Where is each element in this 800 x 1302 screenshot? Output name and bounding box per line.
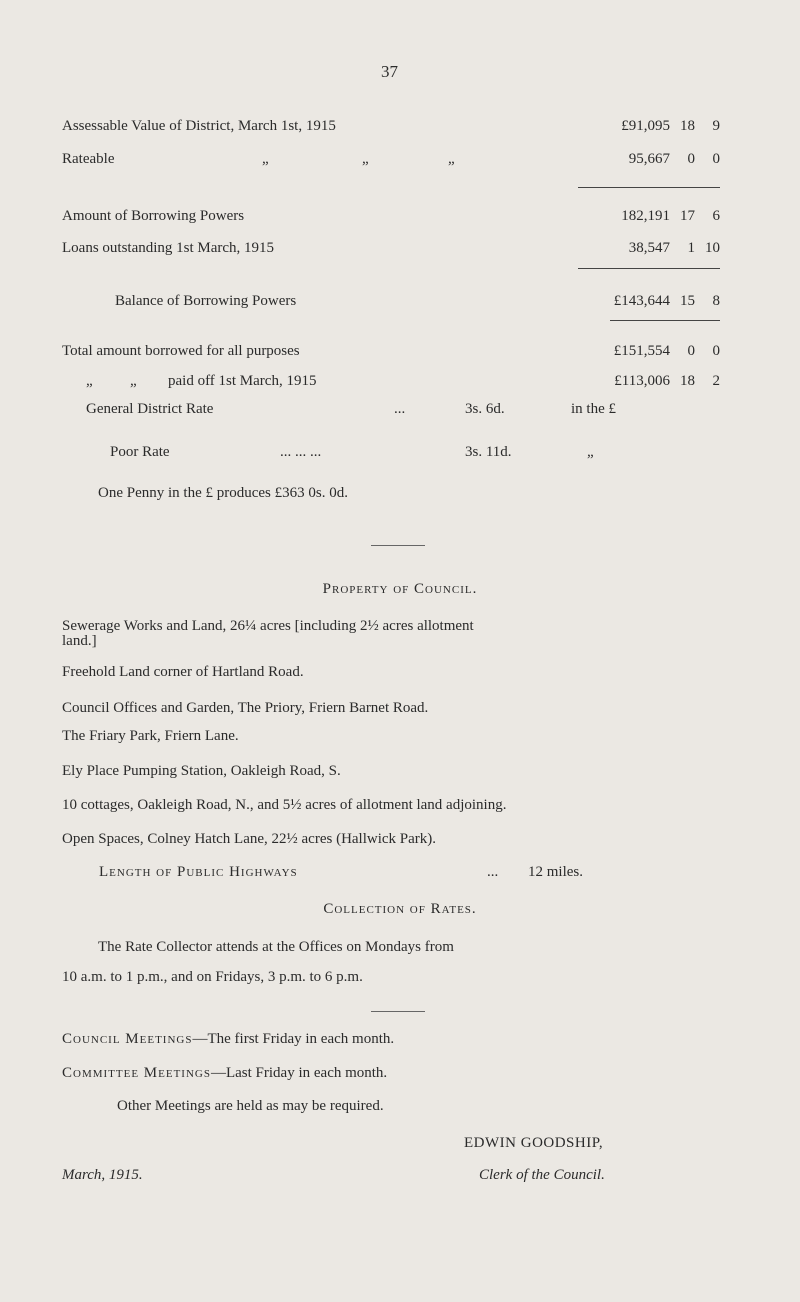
section-divider (371, 545, 425, 546)
balance-label: Balance of Borrowing Powers (115, 293, 297, 309)
rateable-ditto-1: „ (262, 151, 269, 167)
assessable-pence: 9 (712, 118, 720, 134)
loans-pounds: 38,547 (628, 240, 670, 256)
paid-off-shillings: 18 (680, 373, 695, 389)
total-borrowed-pence: 0 (712, 343, 720, 359)
poor-rate-suffix: „ (587, 444, 594, 460)
loans-shillings: 1 (687, 240, 695, 256)
general-rate-dots: ... (394, 401, 406, 417)
property-item: Council Offices and Garden, The Priory, Friern Barnet Road. (62, 700, 429, 716)
council-meetings-label: Council Meetings (62, 1031, 193, 1047)
borrowing-shillings: 17 (680, 208, 695, 224)
collection-line-2: 10 a.m. to 1 p.m., and on Fridays, 3 p.m. to 6 p.m. (62, 969, 363, 985)
signature-name: EDWIN GOODSHIP, (464, 1135, 604, 1151)
borrowing-label: Amount of Borrowing Powers (62, 208, 245, 224)
property-item: land.] (62, 633, 97, 649)
property-item: 10 cottages, Oakleigh Road, N., and 5½ acres of allotment land adjoining. (62, 797, 507, 813)
borrowing-pounds: 182,191 (621, 208, 670, 224)
general-rate-suffix: in the £ (571, 401, 616, 417)
poor-rate-value: 3s. 11d. (465, 444, 512, 460)
collection-line-1: The Rate Collector attends at the Offices on Mondays from (98, 939, 454, 955)
assessable-shillings: 18 (680, 118, 695, 134)
balance-shillings: 15 (680, 293, 695, 309)
total-borrowed-shillings: 0 (687, 343, 695, 359)
highways-value: 12 miles. (528, 864, 583, 880)
paid-off-pounds: £113,006 (614, 373, 670, 389)
divider-rule (578, 268, 720, 269)
general-rate-label: General District Rate (86, 401, 214, 417)
poor-rate-dots: ... ... ... (280, 444, 322, 460)
property-item: The Friary Park, Friern Lane. (62, 728, 239, 744)
highways-dots: ... (487, 864, 499, 880)
section-divider (371, 1011, 425, 1012)
divider-rule (578, 187, 720, 188)
committee-meetings-label: Committee Meetings (62, 1065, 211, 1081)
page-number: 37 (381, 62, 398, 81)
committee-meetings (62, 1065, 387, 1082)
penny-produces: One Penny in the £ produces £363 0s. 0d. (98, 485, 348, 501)
rateable-pounds: 95,667 (628, 151, 670, 167)
highways-label: Length of Public Highways (99, 864, 298, 880)
divider-rule (610, 320, 720, 321)
collection-heading: Collection of Rates. (323, 901, 477, 917)
rateable-label: Rateable (62, 151, 115, 167)
total-borrowed-label: Total amount borrowed for all purposes (62, 343, 300, 359)
assessable-pounds: £91,095 (621, 118, 670, 134)
rateable-shillings: 0 (687, 151, 695, 167)
committee-meetings-text: —Last Friday in each month. (210, 1065, 388, 1081)
loans-label: Loans outstanding 1st March, 1915 (62, 240, 275, 256)
property-item: Ely Place Pumping Station, Oakleigh Road, S. (62, 763, 341, 779)
total-borrowed-pounds: £151,554 (613, 343, 670, 359)
council-meetings (62, 1031, 394, 1048)
paid-off-ditto-2: „ (130, 373, 137, 389)
other-meetings: Other Meetings are held as may be required. (117, 1098, 384, 1114)
paid-off-pence: 2 (712, 373, 720, 389)
balance-pounds: £143,644 (613, 293, 670, 309)
property-heading: Property of Council. (322, 581, 478, 597)
council-meetings-text: —The first Friday in each month. (192, 1031, 395, 1047)
general-rate-value: 3s. 6d. (465, 401, 505, 417)
paid-off-ditto-1: „ (86, 373, 93, 389)
paid-off-label: paid off 1st March, 1915 (168, 373, 317, 389)
balance-pence: 8 (712, 293, 720, 309)
borrowing-pence: 6 (712, 208, 720, 224)
signature-date: March, 1915. (62, 1167, 143, 1183)
rateable-ditto-2: „ (362, 151, 369, 167)
poor-rate-label: Poor Rate (110, 444, 170, 460)
signature-title: Clerk of the Council. (479, 1167, 605, 1183)
property-item: Freehold Land corner of Hartland Road. (62, 664, 304, 680)
rateable-pence: 0 (712, 151, 720, 167)
property-item: Open Spaces, Colney Hatch Lane, 22½ acres (Hallwick Park). (62, 831, 437, 847)
rateable-ditto-3: „ (448, 151, 455, 167)
assessable-label: Assessable Value of District, March 1st, 1915 (62, 118, 336, 134)
loans-pence: 10 (705, 240, 720, 256)
property-item: Sewerage Works and Land, 26¼ acres [including 2½ acres allotment (62, 618, 474, 634)
